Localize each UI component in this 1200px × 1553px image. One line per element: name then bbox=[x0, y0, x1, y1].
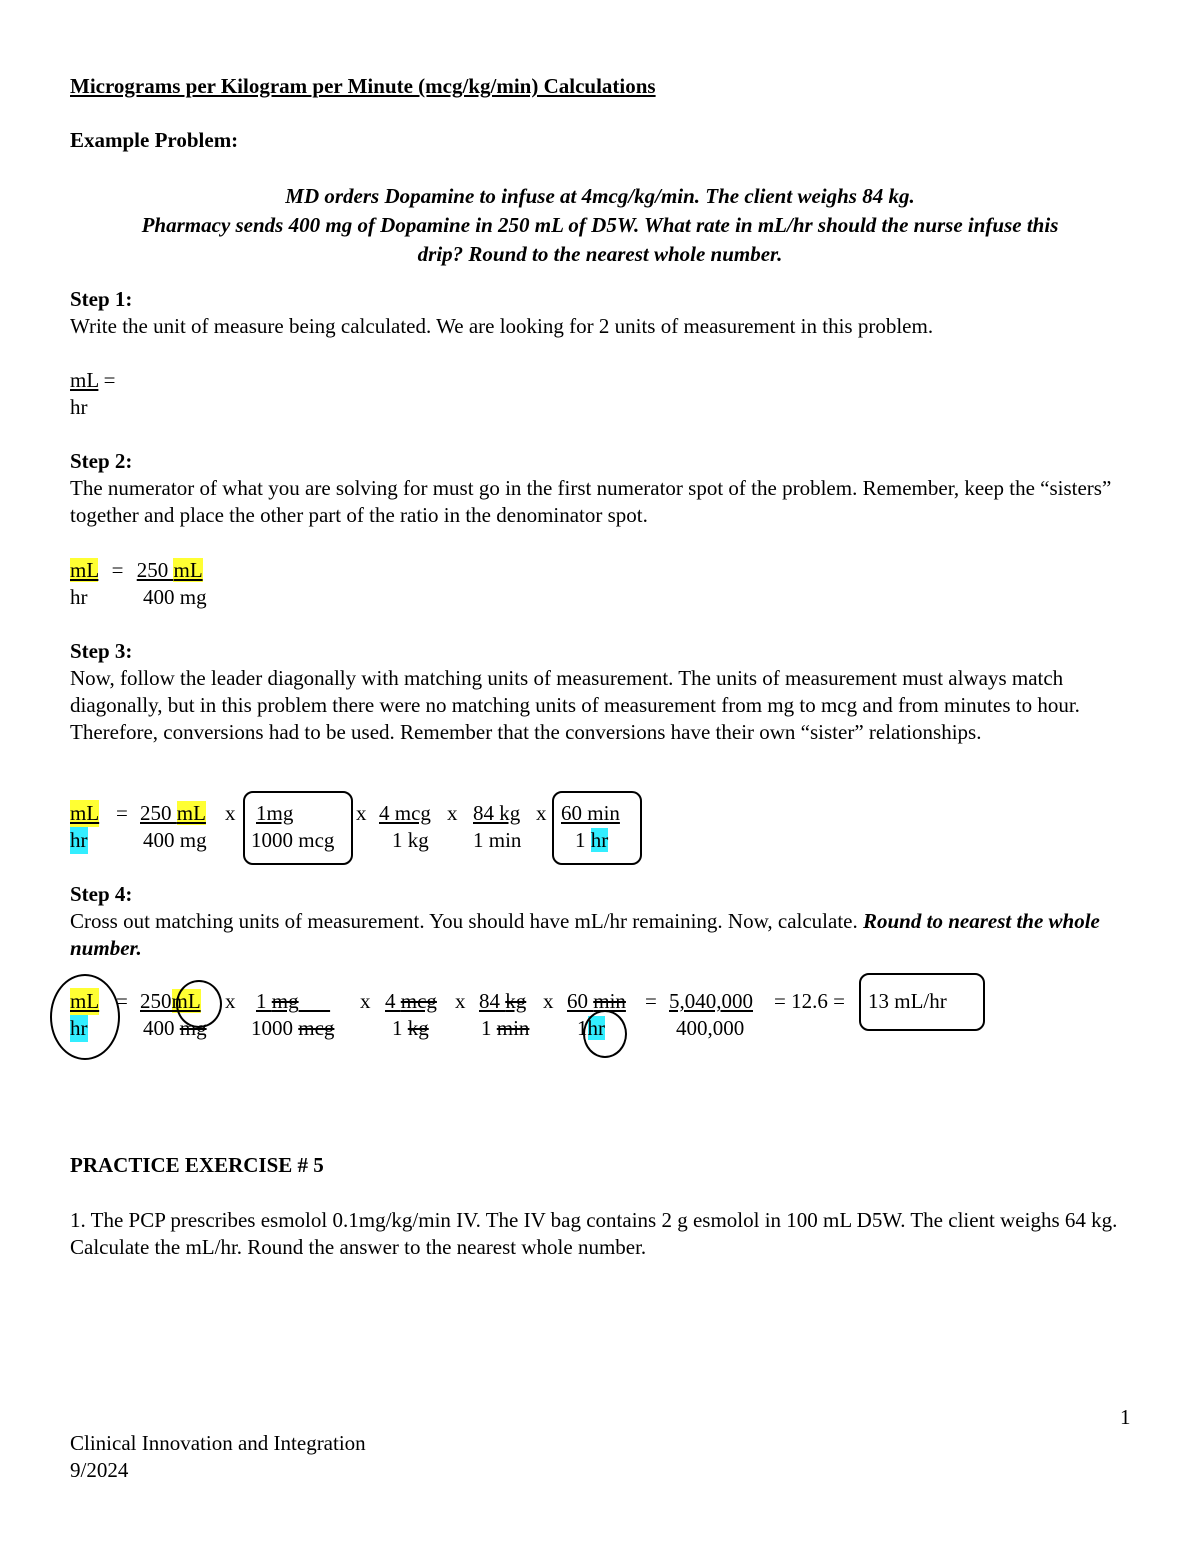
step4-num: mL bbox=[70, 989, 100, 1013]
step1-text: Write the unit of measure being calculated. We are looking for 2 units of measurement in this problem. bbox=[70, 314, 934, 338]
step4-f3-num bbox=[385, 988, 437, 1015]
step4-eq: = bbox=[116, 989, 128, 1013]
step4-f4-den-unit-crossed: min bbox=[496, 1016, 530, 1040]
problem-line-3: drip? Round to the nearest whole number. bbox=[417, 242, 783, 266]
step1-equation bbox=[70, 367, 115, 394]
step4-f5-num-value: 60 bbox=[567, 989, 594, 1013]
step4-f4-num-unit-crossed: kg bbox=[505, 989, 527, 1013]
example-heading: Example Problem: bbox=[70, 128, 239, 152]
step4-f5-num-unit-crossed: min bbox=[593, 989, 626, 1013]
step4-x2: x bbox=[360, 989, 371, 1013]
step4-f4-num-value: 84 bbox=[479, 989, 506, 1013]
step4-text-emphasis: Round to nearest the whole number. bbox=[70, 909, 1100, 960]
step4-text-main: Cross out matching units of measurement. You should have mL/hr remaining. Now, calculate. bbox=[70, 909, 863, 933]
step4-f2-num-unit-crossed: mg bbox=[271, 989, 299, 1013]
step4-x1: x bbox=[225, 989, 236, 1013]
step3-f5-den-value: 1 bbox=[575, 828, 591, 852]
step4-f4-den-value: 1 bbox=[481, 1016, 497, 1040]
step2-heading: Step 2: bbox=[70, 449, 133, 473]
step4-f3-den bbox=[392, 1015, 429, 1042]
step4-f2-den-value: 1000 bbox=[251, 1016, 299, 1040]
step1-den: hr bbox=[70, 395, 88, 419]
step4-f1-den-value: 400 bbox=[143, 1016, 180, 1040]
step3-x1: x bbox=[225, 801, 236, 825]
step3-x3: x bbox=[447, 801, 458, 825]
step4-f2-den bbox=[251, 1015, 334, 1042]
step3-f5-den-unit: hr bbox=[590, 828, 609, 852]
step4-f3-num-unit-crossed: mcg bbox=[400, 989, 437, 1013]
step2-num: mL bbox=[70, 558, 99, 582]
step3-f1-num-unit: mL bbox=[176, 801, 206, 825]
step3-heading: Step 3: bbox=[70, 639, 133, 663]
step3-x2: x bbox=[356, 801, 367, 825]
step3-f4-num: 84 kg bbox=[473, 801, 521, 825]
step2-f1-num-unit: mL bbox=[173, 558, 203, 582]
step4-f2-num-value: 1 bbox=[256, 989, 272, 1013]
step4-eq2: = bbox=[645, 989, 657, 1013]
practice-heading: PRACTICE EXERCISE # 5 bbox=[70, 1153, 324, 1177]
step3-f3-den: 1 kg bbox=[392, 828, 429, 852]
step2-text: The numerator of what you are solving for must go in the first numerator spot of the problem. Remember, keep the “sisters” together and place the other part of the ratio in the denominator spot. bbox=[70, 476, 1112, 527]
step3-text: Now, follow the leader diagonally with matching units of measurement. The units of measurement must always match diagonally, but in this problem there were no matching units of measurement from mg to mcg and from minutes to hour. Therefore, conversions had to be used. Remember that the conversions have their own “sister” relationships. bbox=[70, 666, 1080, 744]
step1-eq: = bbox=[98, 368, 116, 392]
step3-f2-num: 1mg bbox=[256, 801, 294, 825]
step4-f2-num bbox=[256, 988, 330, 1015]
step4-f5-den-value: 1 bbox=[577, 1016, 588, 1040]
step3-x4: x bbox=[536, 801, 547, 825]
step3-f1-num bbox=[140, 800, 206, 827]
step2-equation bbox=[70, 557, 203, 584]
step4-f5-den-unit: hr bbox=[587, 1016, 605, 1040]
step4-f4-den bbox=[481, 1015, 529, 1042]
step4-f3-num-value: 4 bbox=[385, 989, 401, 1013]
footer-date: 9/2024 bbox=[70, 1458, 129, 1482]
step3-f2-den: 1000 mcg bbox=[251, 828, 335, 852]
problem-line-1: MD orders Dopamine to infuse at 4mcg/kg/min. The client weighs 84 kg. bbox=[285, 184, 915, 208]
step4-f2-den-unit-crossed: mcg bbox=[298, 1016, 335, 1040]
step4-den: hr bbox=[70, 1016, 88, 1040]
step4-answer: 13 mL/hr bbox=[868, 989, 947, 1013]
step3-num: mL bbox=[70, 801, 100, 825]
footer-org: Clinical Innovation and Integration bbox=[70, 1431, 366, 1455]
circle-hr-denominator bbox=[583, 1010, 627, 1058]
step4-heading: Step 4: bbox=[70, 882, 133, 906]
step4-x4: x bbox=[543, 989, 554, 1013]
step3-eq: = bbox=[116, 801, 128, 825]
step4-f1-num-value: 250 bbox=[140, 989, 172, 1013]
step3-f3-num: 4 mcg bbox=[379, 801, 431, 825]
step1-num: mL bbox=[70, 368, 99, 392]
step4-text bbox=[70, 908, 1140, 962]
problem-line-2: Pharmacy sends 400 mg of Dopamine in 250 mL of D5W. What rate in mL/hr should the nurse infuse this bbox=[141, 213, 1059, 237]
step4-x3: x bbox=[455, 989, 466, 1013]
step4-f1-num-unit: mL bbox=[171, 989, 201, 1013]
practice-question-1: 1. The PCP prescribes esmolol 0.1mg/kg/min IV. The IV bag contains 2 g esmolol in 100 mL D5W. The client weighs 64 kg. Calculate the mL/hr. Round the answer to the nearest whole number. bbox=[70, 1208, 1118, 1259]
page-number: 1 bbox=[1120, 1405, 1131, 1429]
step4-f3-den-value: 1 bbox=[392, 1016, 408, 1040]
step2-f1-den: 400 mg bbox=[143, 585, 207, 609]
step1-heading: Step 1: bbox=[70, 287, 133, 311]
step2-f1-num-value: 250 bbox=[136, 558, 174, 582]
step4-f1-den bbox=[143, 1015, 207, 1042]
step4-f4-num bbox=[479, 988, 526, 1015]
step3-f1-den: 400 mg bbox=[143, 828, 207, 852]
step3-den: hr bbox=[70, 828, 88, 852]
step3-f4-den: 1 min bbox=[473, 828, 522, 852]
page-title: Micrograms per Kilogram per Minute (mcg/kg/min) Calculations bbox=[70, 74, 656, 98]
step4-result-den: 400,000 bbox=[676, 1016, 745, 1040]
step4-f3-den-unit-crossed: kg bbox=[407, 1016, 429, 1040]
step4-decimal: = 12.6 = bbox=[774, 989, 845, 1013]
step3-f1-num-value: 250 bbox=[140, 801, 177, 825]
step4-f1-den-unit-crossed: mg bbox=[179, 1016, 207, 1040]
step2-f1-num bbox=[137, 558, 203, 582]
step3-f5-den bbox=[575, 827, 608, 854]
step4-result-num: 5,040,000 bbox=[669, 989, 753, 1013]
step2-eq: = bbox=[111, 558, 124, 582]
step3-f5-num: 60 min bbox=[561, 801, 620, 825]
step2-den: hr bbox=[70, 585, 88, 609]
